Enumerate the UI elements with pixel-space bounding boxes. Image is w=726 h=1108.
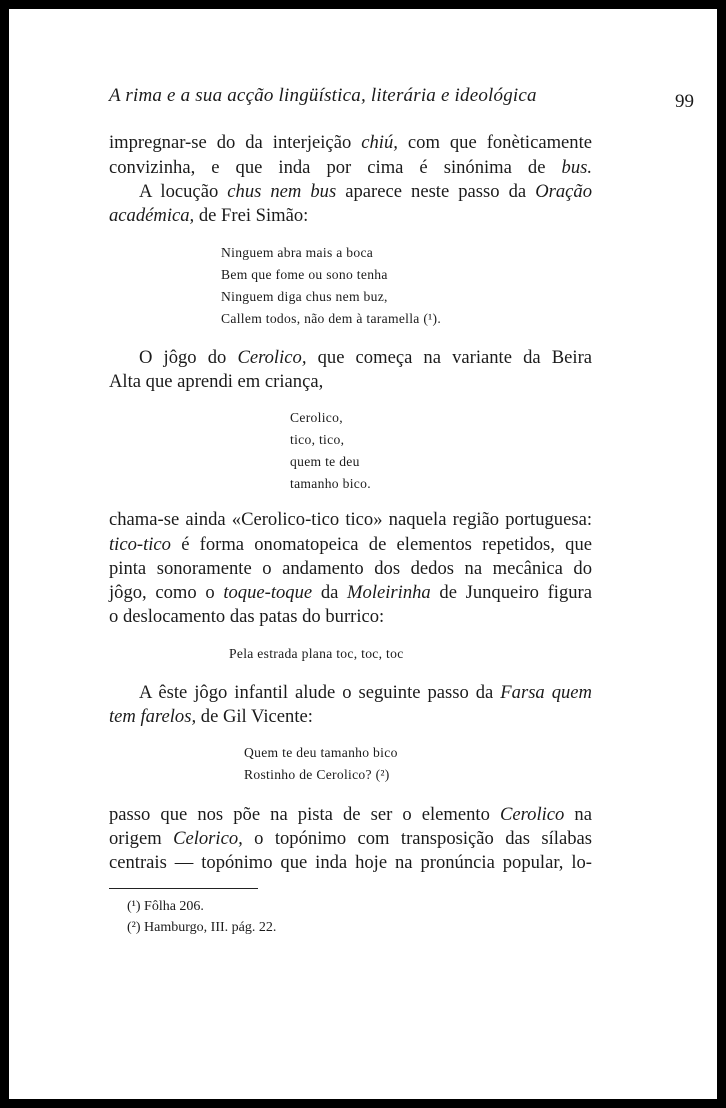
running-title: A rima e a sua acção lingüística, literária e ideológica (109, 85, 537, 106)
text-line: tem farelos, de Gil Vicente: (109, 706, 313, 727)
text-line: chama-se ainda «Cerolico-tico tico» naquela região portuguesa: (109, 509, 592, 530)
text-line: passo que nos põe na pista de ser o elemento Cerolico na (109, 804, 592, 825)
text-line: O jôgo do Cerolico, que começa na variante da Beira (139, 347, 593, 368)
verse-line: Ninguem diga chus nem buz, (221, 289, 388, 304)
text-line: A êste jôgo infantil alude o seguinte passo da Farsa quem (139, 682, 592, 703)
footnote-ref: (²) (375, 767, 390, 782)
verse-line: Rostinho de Cerolico? (²) (244, 767, 390, 782)
verse-line: Ninguem abra mais a boca (221, 245, 374, 260)
verse-line: Pela estrada plana toc, toc, toc (229, 646, 404, 661)
text-line: convizinha, e que inda por cima é sinónima de bus. (109, 157, 592, 178)
text-line: impregnar-se do da interjeição chiú, com que fonèticamente (109, 132, 593, 153)
verse-line: tamanho bico. (290, 476, 371, 491)
footnote-ref: (¹). (423, 311, 442, 326)
footnote-1: (¹) Fôlha 206. (127, 899, 204, 914)
verse-line: tico, tico, (290, 432, 345, 447)
verse-line: quem te deu (290, 454, 360, 469)
page-number: 99 (675, 91, 694, 112)
book-page (9, 9, 717, 1099)
text-line: académica, de Frei Simão: (109, 205, 309, 226)
footnote-2: (²) Hamburgo, III. pág. 22. (127, 920, 277, 935)
footnote-divider (109, 888, 258, 889)
text-line: pinta sonoramente o andamento dos dedos na mecânica do (109, 558, 592, 579)
text-line: jôgo, como o toque-toque da Moleirinha de Junqueiro figura (109, 582, 592, 603)
text-line: tico-tico é forma onomatopeica de elementos repetidos, que (109, 534, 592, 555)
page-header (109, 85, 694, 113)
verse-line: Callem todos, não dem à taramella (¹). (221, 311, 442, 326)
verse-line: Cerolico, (290, 410, 343, 425)
text-line: origem Celorico, o topónimo com transposição das sílabas (109, 828, 592, 849)
text-line: Alta que aprendi em criança, (109, 371, 324, 392)
verse-line: Bem que fome ou sono tenha (221, 267, 388, 282)
text-line: centrais — topónimo que inda hoje na pronúncia popular, lo- (109, 852, 592, 873)
verse-line: Quem te deu tamanho bico (244, 745, 398, 760)
text-line: o deslocamento das patas do burrico: (109, 606, 385, 627)
text-line: A locução chus nem bus aparece neste passo da Oração (139, 181, 592, 202)
